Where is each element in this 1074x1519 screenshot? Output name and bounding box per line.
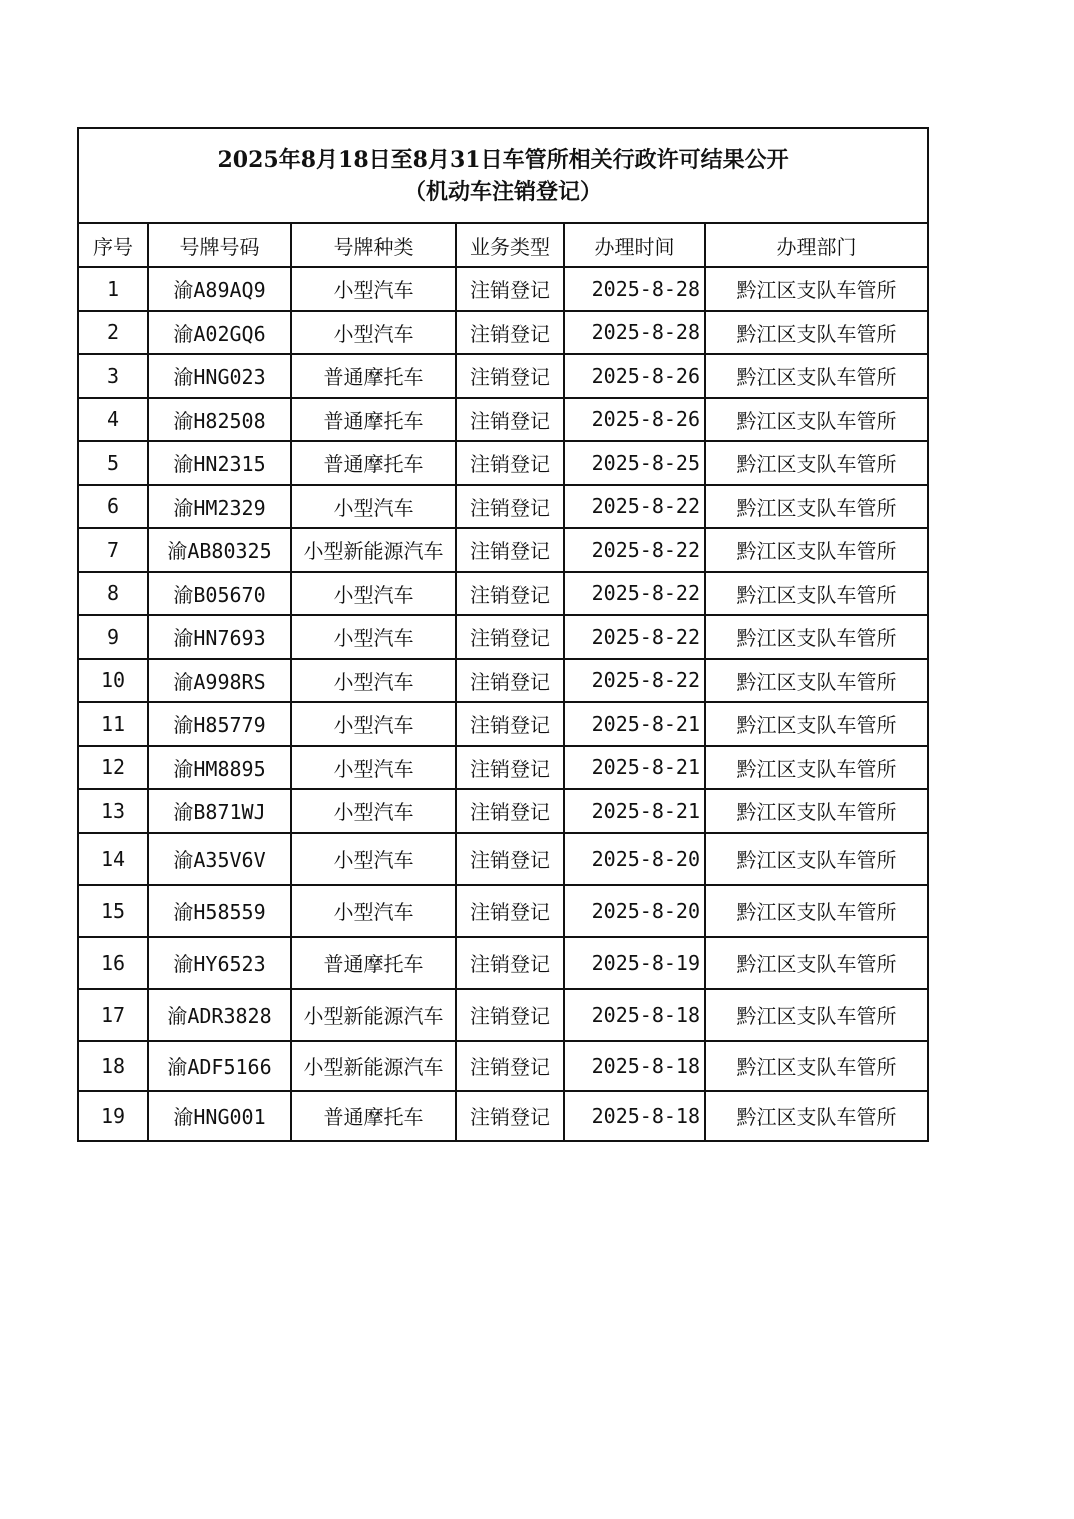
cell-plate-type: 小型新能源汽车 — [291, 1041, 456, 1091]
cell-plate-type: 普通摩托车 — [291, 398, 456, 442]
table-row — [78, 833, 928, 885]
cell-index: 17 — [78, 989, 148, 1041]
cell-index: 8 — [78, 572, 148, 616]
cell-business-type: 注销登记 — [456, 528, 564, 572]
cell-department: 黔江区支队车管所 — [705, 937, 928, 989]
col-header-process-date: 办理时间 — [564, 223, 705, 267]
cell-department: 黔江区支队车管所 — [705, 833, 928, 885]
table-row — [78, 398, 928, 442]
table-row — [78, 1091, 928, 1141]
cell-index: 3 — [78, 354, 148, 398]
cell-process-date: 2025-8-28 — [564, 311, 705, 355]
permit-results-table — [77, 127, 929, 1142]
cell-plate-number: 渝B05670 — [148, 572, 291, 616]
table-row — [78, 267, 928, 311]
table-row — [78, 485, 928, 529]
table-row — [78, 702, 928, 746]
cell-process-date: 2025-8-20 — [564, 885, 705, 937]
cell-department: 黔江区支队车管所 — [705, 311, 928, 355]
cell-plate-type: 小型汽车 — [291, 885, 456, 937]
cell-plate-type: 小型汽车 — [291, 833, 456, 885]
cell-business-type: 注销登记 — [456, 1041, 564, 1091]
cell-plate-type: 小型新能源汽车 — [291, 528, 456, 572]
cell-plate-type: 小型汽车 — [291, 702, 456, 746]
header-row — [78, 223, 928, 267]
cell-process-date: 2025-8-26 — [564, 398, 705, 442]
cell-plate-number: 渝A89AQ9 — [148, 267, 291, 311]
cell-plate-number: 渝ADR3828 — [148, 989, 291, 1041]
cell-process-date: 2025-8-19 — [564, 937, 705, 989]
cell-business-type: 注销登记 — [456, 702, 564, 746]
cell-plate-type: 小型汽车 — [291, 572, 456, 616]
cell-plate-type: 普通摩托车 — [291, 441, 456, 485]
cell-department: 黔江区支队车管所 — [705, 267, 928, 311]
cell-department: 黔江区支队车管所 — [705, 615, 928, 659]
cell-department: 黔江区支队车管所 — [705, 659, 928, 703]
cell-plate-type: 普通摩托车 — [291, 354, 456, 398]
cell-plate-number: 渝AB80325 — [148, 528, 291, 572]
cell-plate-type: 小型汽车 — [291, 789, 456, 833]
cell-business-type: 注销登记 — [456, 989, 564, 1041]
cell-process-date: 2025-8-21 — [564, 789, 705, 833]
table-row — [78, 311, 928, 355]
cell-process-date: 2025-8-28 — [564, 267, 705, 311]
table-row — [78, 659, 928, 703]
cell-business-type: 注销登记 — [456, 789, 564, 833]
cell-department: 黔江区支队车管所 — [705, 885, 928, 937]
cell-index: 1 — [78, 267, 148, 311]
cell-department: 黔江区支队车管所 — [705, 746, 928, 790]
cell-plate-type: 小型汽车 — [291, 485, 456, 529]
cell-plate-type: 小型汽车 — [291, 615, 456, 659]
cell-plate-number: 渝A35V6V — [148, 833, 291, 885]
cell-index: 16 — [78, 937, 148, 989]
cell-plate-type: 小型汽车 — [291, 746, 456, 790]
cell-index: 10 — [78, 659, 148, 703]
cell-index: 14 — [78, 833, 148, 885]
cell-department: 黔江区支队车管所 — [705, 441, 928, 485]
cell-plate-number: 渝H58559 — [148, 885, 291, 937]
cell-index: 18 — [78, 1041, 148, 1091]
table-row — [78, 1041, 928, 1091]
cell-process-date: 2025-8-25 — [564, 441, 705, 485]
cell-process-date: 2025-8-18 — [564, 989, 705, 1041]
cell-index: 19 — [78, 1091, 148, 1141]
cell-plate-type: 小型汽车 — [291, 311, 456, 355]
table-row — [78, 354, 928, 398]
col-header-plate-type: 号牌种类 — [291, 223, 456, 267]
cell-plate-type: 小型汽车 — [291, 659, 456, 703]
cell-index: 9 — [78, 615, 148, 659]
cell-business-type: 注销登记 — [456, 398, 564, 442]
cell-index: 15 — [78, 885, 148, 937]
cell-index: 7 — [78, 528, 148, 572]
cell-department: 黔江区支队车管所 — [705, 572, 928, 616]
table-row — [78, 615, 928, 659]
cell-plate-number: 渝ADF5166 — [148, 1041, 291, 1091]
cell-business-type: 注销登记 — [456, 485, 564, 529]
col-header-department: 办理部门 — [705, 223, 928, 267]
col-header-plate-number: 号牌号码 — [148, 223, 291, 267]
cell-process-date: 2025-8-22 — [564, 615, 705, 659]
cell-plate-number: 渝A02GQ6 — [148, 311, 291, 355]
cell-process-date: 2025-8-22 — [564, 659, 705, 703]
cell-business-type: 注销登记 — [456, 615, 564, 659]
cell-process-date: 2025-8-26 — [564, 354, 705, 398]
cell-business-type: 注销登记 — [456, 441, 564, 485]
cell-process-date: 2025-8-22 — [564, 528, 705, 572]
table-row — [78, 441, 928, 485]
cell-index: 6 — [78, 485, 148, 529]
table-row — [78, 989, 928, 1041]
title-line-2: （机动车注销登记） — [404, 178, 603, 205]
cell-process-date: 2025-8-21 — [564, 746, 705, 790]
cell-business-type: 注销登记 — [456, 937, 564, 989]
cell-index: 2 — [78, 311, 148, 355]
cell-business-type: 注销登记 — [456, 311, 564, 355]
table-row — [78, 528, 928, 572]
cell-plate-number: 渝A998RS — [148, 659, 291, 703]
cell-plate-number: 渝HY6523 — [148, 937, 291, 989]
cell-department: 黔江区支队车管所 — [705, 398, 928, 442]
cell-plate-number: 渝HM8895 — [148, 746, 291, 790]
table-row — [78, 937, 928, 989]
table-row — [78, 746, 928, 790]
cell-department: 黔江区支队车管所 — [705, 354, 928, 398]
col-header-index: 序号 — [78, 223, 148, 267]
table-row — [78, 789, 928, 833]
cell-process-date: 2025-8-18 — [564, 1041, 705, 1091]
cell-index: 4 — [78, 398, 148, 442]
cell-process-date: 2025-8-22 — [564, 572, 705, 616]
cell-business-type: 注销登记 — [456, 354, 564, 398]
cell-plate-number: 渝HM2329 — [148, 485, 291, 529]
cell-business-type: 注销登记 — [456, 659, 564, 703]
cell-plate-number: 渝HN2315 — [148, 441, 291, 485]
cell-plate-number: 渝H85779 — [148, 702, 291, 746]
cell-process-date: 2025-8-20 — [564, 833, 705, 885]
cell-plate-number: 渝HNG001 — [148, 1091, 291, 1141]
cell-department: 黔江区支队车管所 — [705, 789, 928, 833]
cell-process-date: 2025-8-22 — [564, 485, 705, 529]
cell-plate-type: 小型新能源汽车 — [291, 989, 456, 1041]
cell-plate-type: 普通摩托车 — [291, 937, 456, 989]
cell-plate-type: 小型汽车 — [291, 267, 456, 311]
cell-index: 11 — [78, 702, 148, 746]
cell-business-type: 注销登记 — [456, 746, 564, 790]
cell-department: 黔江区支队车管所 — [705, 1091, 928, 1141]
cell-plate-number: 渝HN7693 — [148, 615, 291, 659]
table-title — [78, 128, 928, 223]
cell-department: 黔江区支队车管所 — [705, 1041, 928, 1091]
cell-business-type: 注销登记 — [456, 833, 564, 885]
cell-business-type: 注销登记 — [456, 1091, 564, 1141]
table-row — [78, 885, 928, 937]
cell-department: 黔江区支队车管所 — [705, 989, 928, 1041]
cell-plate-number: 渝H82508 — [148, 398, 291, 442]
cell-index: 12 — [78, 746, 148, 790]
cell-plate-number: 渝HNG023 — [148, 354, 291, 398]
cell-plate-type: 普通摩托车 — [291, 1091, 456, 1141]
col-header-business-type: 业务类型 — [456, 223, 564, 267]
cell-business-type: 注销登记 — [456, 572, 564, 616]
cell-process-date: 2025-8-21 — [564, 702, 705, 746]
cell-department: 黔江区支队车管所 — [705, 485, 928, 529]
cell-index: 5 — [78, 441, 148, 485]
cell-business-type: 注销登记 — [456, 885, 564, 937]
cell-department: 黔江区支队车管所 — [705, 702, 928, 746]
cell-process-date: 2025-8-18 — [564, 1091, 705, 1141]
cell-department: 黔江区支队车管所 — [705, 528, 928, 572]
cell-index: 13 — [78, 789, 148, 833]
cell-business-type: 注销登记 — [456, 267, 564, 311]
table-row — [78, 572, 928, 616]
title-line-1: 2025年8月18日至8月31日车管所相关行政许可结果公开 — [217, 146, 789, 173]
cell-plate-number: 渝B871WJ — [148, 789, 291, 833]
